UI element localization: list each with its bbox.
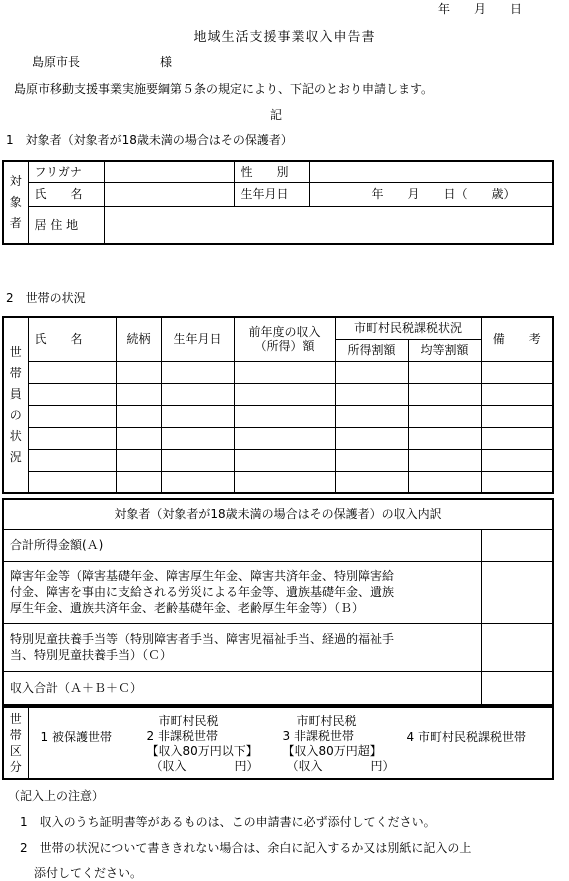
class-option-3-top: 市町村民税 [296,714,357,728]
statement: 島原市移動支援事業実施要綱第５条の規定により、下記のとおり申請します。 [14,82,434,96]
section2-heading: 2 世帯の状況 [6,291,86,305]
name-label: 氏 名 [28,182,104,206]
note-2-cont: 添付してください。 [34,866,143,880]
furigana-label: フリガナ [28,161,104,182]
income-total-field[interactable] [481,671,553,705]
household-class-table [2,706,554,780]
table-row [3,449,553,471]
section1-heading: 1 対象者（対象者が18歳未満の場合はその保護者） [6,133,293,147]
household-side-label: 世 帯 員 の 状 況 [3,317,28,493]
col-name: 氏 名 [28,317,116,361]
address-label: 居 住 地 [28,206,104,244]
class-option-2[interactable]: 2 非課税世帯 [146,729,218,743]
dob-field[interactable]: 年 月 日（ 歳） [309,182,553,206]
income-b-field[interactable] [481,561,553,623]
honorific: 様 [160,55,173,69]
table-row [3,405,553,427]
income-a-label: 合計所得金額(Ａ) [3,529,481,561]
addressee: 島原市長 [32,55,81,69]
class-options [28,707,553,779]
date-line: 年 月 日 [438,2,523,16]
subject-side-label: 対 象 者 [3,161,28,244]
note-2: 2 世帯の状況について書ききれない場合は、余白に記入するか又は別紙に記入の上 [20,841,472,855]
household-table [2,316,554,494]
address-field[interactable] [104,206,553,244]
ki-mark: 記 [270,108,283,122]
document-title: 地域生活支援事業収入申告書 [193,30,376,45]
furigana-field[interactable] [104,161,234,182]
col-tax-status: 市町村民税課税状況 [335,317,481,339]
class-option-3[interactable]: 3 非課税世帯 [282,729,354,743]
name-field[interactable] [104,182,234,206]
income-c-field[interactable] [481,623,553,671]
col-dob: 生年月日 [161,317,234,361]
income-heading: 対象者（対象者が18歳未満の場合はその保護者）の収入内訳 [3,499,553,529]
col-income: 前年度の収入 （所得）額 [234,317,335,361]
class-option-4[interactable]: 4 市町村民税課税世帯 [406,730,526,744]
subject-table [2,160,554,245]
class-option-3-income: （収入 円） [286,759,395,773]
sex-label: 性 別 [234,161,309,182]
note-1: 1 収入のうち証明書等があるものは、この申請書に必ず添付してください。 [20,815,436,829]
col-tax-equal: 均等割額 [408,339,481,361]
table-row [3,471,553,493]
table-row [3,427,553,449]
dob-label: 生年月日 [234,182,309,206]
income-table [2,498,554,706]
col-remarks: 備 考 [481,317,553,361]
class-side-label: 世 帯 区 分 [3,707,28,779]
income-total-label: 収入合計（Ａ＋Ｂ＋Ｃ） [3,671,481,705]
class-option-2-income: （収入 円） [150,759,259,773]
class-option-3-cond: 【収入80万円超】 [282,744,382,758]
class-option-2-top: 市町村民税 [158,714,219,728]
income-b-label: 障害年金等（障害基礎年金、障害厚生年金、障害共済年金、特別障害給 付金、障害を事由に支給される労災による年金等、遺族基礎年金、遺族 厚生年金、遺族共済年金、老齢基礎年金、老齢厚生年金等）（Ｂ） [3,561,481,623]
sex-field[interactable] [309,161,553,182]
table-row [3,361,553,383]
class-option-2-cond: 【収入80万円以下】 [146,744,258,758]
col-relation: 続柄 [116,317,161,361]
income-c-label: 特別児童扶養手当等（特別障害者手当、障害児福祉手当、経過的福祉手 当、特別児童扶養手当）（Ｃ） [3,623,481,671]
col-tax-income: 所得割額 [335,339,408,361]
table-row [3,383,553,405]
income-a-field[interactable] [481,529,553,561]
class-option-1[interactable]: 1 被保護世帯 [40,730,112,744]
notes-heading: （記入上の注意） [8,789,105,803]
